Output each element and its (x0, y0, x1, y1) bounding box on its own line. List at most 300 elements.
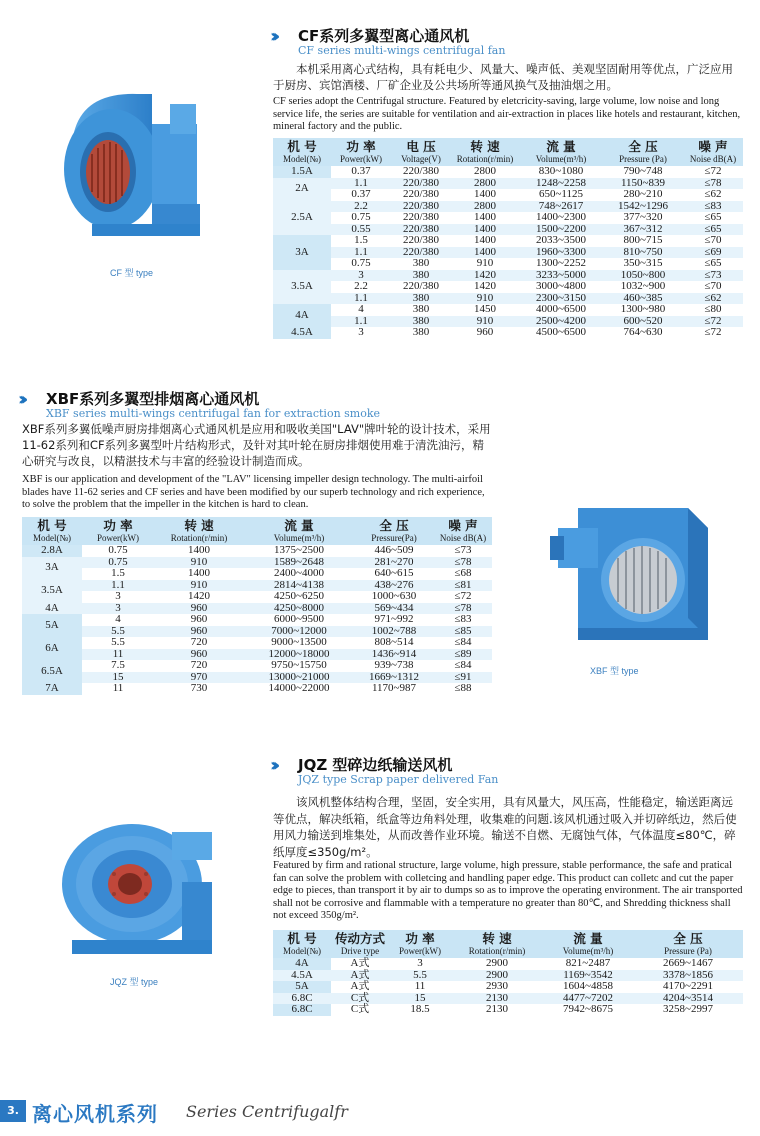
header-label-en: Volume(m³/h) (562, 946, 614, 956)
table-cell: A式 (350, 980, 370, 992)
table-cell: 380 (412, 303, 430, 315)
page-number: 3. (0, 1100, 26, 1122)
table-row (22, 568, 492, 580)
jqz-column-header (331, 930, 389, 958)
table-cell: ≤62 (704, 188, 722, 200)
table-cell: 1150~839 (603, 178, 683, 190)
table-cell: 960 (476, 326, 494, 338)
table-cell: 6.8C (273, 993, 331, 1005)
table-row (22, 591, 492, 603)
header-label-cn: 流 量 (546, 139, 576, 154)
table-cell: 1300~2252 (536, 257, 586, 269)
table-cell: 12000~18000 (244, 649, 354, 661)
cf-fan-image (52, 84, 212, 254)
table-cell: ≤68 (454, 567, 472, 579)
jqz-description-en: Featured by firm and rational structure, large volume, high pressure, stable performance, the safe and pratical fan can solve the problem with colletcing and handling paper edge. This product can colletc and cut the paper edge to pieces, than transport it by air to dumps so as to improve the operating environment. The air transported shall not be corrosive and flammable with a temperature no greater than 80℃, and Shredding thickness shall not exceed 350g/m². (273, 860, 743, 921)
table-cell: 1400 (451, 224, 519, 236)
table-cell: C式 (331, 993, 389, 1005)
model-cell: 7A (22, 683, 82, 695)
table-row (273, 304, 743, 316)
footer-bar (0, 1096, 760, 1126)
table-cell: 0.75 (351, 257, 371, 269)
table-row (22, 545, 492, 557)
table-cell: ≤81 (434, 580, 492, 592)
table-cell: 1400~2300 (536, 211, 586, 223)
header-label-cn: 机 号 (287, 931, 317, 946)
table-cell: 1248~2258 (519, 178, 603, 190)
table-cell: 1.1 (331, 178, 391, 190)
table-cell: 6.8C (273, 1004, 331, 1016)
table-cell: 3 (358, 326, 364, 338)
table-cell: 1500~2200 (519, 224, 603, 236)
model-cell: 3.5A (273, 270, 331, 305)
table-cell: 960 (154, 603, 244, 615)
header-label-en: Drive type (340, 946, 380, 956)
cf-column-header (273, 138, 331, 166)
table-cell: 569~434 (354, 603, 434, 615)
table-cell: 220/380 (402, 211, 440, 223)
table-cell: 7000~12000 (244, 626, 354, 638)
table-cell: 220/380 (391, 224, 451, 236)
header-label-en: Model(№) (32, 533, 72, 543)
xbf-column-header (22, 517, 82, 545)
header-label-cn: 转 速 (184, 518, 214, 533)
table-cell: 764~630 (623, 326, 663, 338)
table-cell: 380 (391, 316, 451, 328)
header-label-cn: 传动方式 (334, 931, 385, 946)
table-row (273, 1004, 743, 1016)
header-label-cn: 噪 声 (448, 518, 478, 533)
table-cell: 446~509 (374, 544, 414, 556)
table-cell: 970 (154, 672, 244, 684)
header-label-en: Model(№) (282, 946, 322, 956)
table-cell: ≤91 (434, 672, 492, 684)
table-row (273, 212, 743, 224)
table-cell: ≤65 (704, 257, 722, 269)
table-cell: 2130 (486, 1003, 508, 1015)
table-row (22, 683, 492, 695)
xbf-image-caption: XBF 型 type (590, 666, 639, 676)
cf-column-header (451, 138, 519, 166)
xbf-column-header (154, 517, 244, 545)
table-cell: 11 (414, 980, 426, 992)
header-label-cn: 机 号 (37, 518, 67, 533)
xbf-column-header (244, 517, 354, 545)
table-cell: 5.5 (111, 636, 125, 648)
model-cell: 1.5A (273, 166, 331, 178)
header-label-en: Noise dB(A) (689, 154, 737, 164)
table-cell: 3233~5000 (519, 270, 603, 282)
table-cell: 960 (154, 649, 244, 661)
table-cell: 720 (190, 659, 208, 671)
table-cell: 1604~4858 (563, 980, 613, 992)
table-cell: 1400 (474, 234, 496, 246)
table-cell: 1.1 (331, 247, 391, 259)
table-cell: 4477~7202 (543, 993, 633, 1005)
header-label-en: Voltage(V) (401, 154, 441, 164)
table-cell: 4.5A (273, 970, 331, 982)
table-cell: 350~315 (623, 257, 663, 269)
table-cell: ≤78 (683, 178, 743, 190)
table-cell: 0.37 (351, 188, 371, 200)
table-cell: 4170~2291 (663, 980, 713, 992)
table-cell: 380 (391, 293, 451, 305)
table-cell: 2.2 (331, 201, 391, 213)
header-label-en: Pressure (Pa) (619, 154, 667, 164)
model-cell: 4.5A (273, 327, 331, 339)
table-cell: 810~750 (603, 247, 683, 259)
table-cell: ≤84 (454, 636, 472, 648)
model-cell: 3A (22, 557, 82, 580)
table-row (22, 580, 492, 592)
table-cell: 18.5 (410, 1003, 430, 1015)
table-row (273, 281, 743, 293)
table-cell: 1420 (474, 280, 496, 292)
table-cell: 220/380 (391, 201, 451, 213)
table-cell: ≤83 (454, 613, 472, 625)
table-row (273, 258, 743, 270)
table-row (22, 626, 492, 638)
table-cell: 7942~8675 (563, 1003, 613, 1015)
header-label-en: Model(№) (282, 154, 322, 164)
table-cell: 220/380 (391, 247, 451, 259)
table-cell: 380 (412, 257, 430, 269)
table-row (273, 270, 743, 282)
table-cell: 2800 (451, 178, 519, 190)
table-cell: 720 (190, 636, 208, 648)
table-row (273, 247, 743, 259)
table-cell: 0.37 (351, 165, 371, 177)
table-cell: 1420 (188, 590, 210, 602)
table-cell: 939~738 (374, 659, 414, 671)
header-label-en: Rotation(r/min) (456, 154, 514, 164)
table-cell: ≤73 (454, 544, 472, 556)
table-cell: 9000~13500 (271, 636, 327, 648)
table-cell: ≤85 (434, 626, 492, 638)
model-cell: 2A (273, 178, 331, 201)
table-cell: 1.1 (82, 580, 154, 592)
table-row (22, 557, 492, 569)
table-cell: ≤62 (683, 293, 743, 305)
table-row (22, 637, 492, 649)
table-cell: 220/380 (402, 280, 440, 292)
table-cell: 1400 (474, 188, 496, 200)
table-cell: 377~320 (623, 211, 663, 223)
table-cell: 910 (476, 257, 494, 269)
table-cell: ≤89 (434, 649, 492, 661)
table-row (22, 672, 492, 684)
table-cell: ≤70 (704, 234, 722, 246)
xbf-description-en: XBF is our application and development of the "LAV" licensing impeller design technology. The multi-airfoil blades have 11-62 series and CF series and have been modified by our superb technology and rich experience, to solve the problem that the impeller in the kitchen is hard to clean. (22, 474, 485, 510)
table-row (273, 166, 743, 178)
xbf-spec-table (22, 517, 492, 695)
table-row (273, 293, 743, 305)
table-cell: 11 (112, 682, 124, 694)
table-cell: 7.5 (111, 659, 125, 671)
header-label-cn: 转 速 (470, 139, 500, 154)
table-cell: ≤83 (683, 201, 743, 213)
cf-subtitle: CF series multi-wings centrifugal fan (298, 44, 506, 57)
table-cell: 2130 (451, 993, 543, 1005)
model-cell: 2.8A (22, 545, 82, 557)
header-label-en: Volume(m³/h) (273, 533, 325, 543)
table-cell: 4A (273, 958, 331, 970)
table-cell: 600~520 (603, 316, 683, 328)
table-cell: 1960~3300 (519, 247, 603, 259)
table-row (273, 316, 743, 328)
table-cell: 4204~3514 (633, 993, 743, 1005)
table-row (22, 660, 492, 672)
table-row (273, 235, 743, 247)
table-cell: 281~270 (354, 557, 434, 569)
table-cell: 220/380 (402, 188, 440, 200)
table-cell: ≤73 (683, 270, 743, 282)
table-cell: ≤69 (683, 247, 743, 259)
jqz-column-header (633, 930, 743, 958)
table-cell: 15 (389, 993, 451, 1005)
jqz-column-header (273, 930, 331, 958)
table-row (22, 614, 492, 626)
jqz-column-header (543, 930, 633, 958)
table-cell: 808~514 (374, 636, 414, 648)
table-row (273, 958, 743, 970)
cf-description-en: CF series adopt the Centrifugal structure. Featured by eletcricity-saving, large volume, low noise and long service life, the series are suitable for ventilation and air-extraction in places like hotels and restaurant, kitchen, mineral factory and the public. (273, 96, 741, 132)
table-cell: ≤80 (704, 303, 722, 315)
header-label-en: Power(kW) (97, 533, 139, 543)
cf-column-header (603, 138, 683, 166)
table-cell: ≤84 (454, 659, 472, 671)
table-row (273, 178, 743, 190)
header-label-cn: 全 压 (673, 931, 703, 946)
header-label-cn: 电 压 (406, 139, 436, 154)
table-cell: 15 (82, 672, 154, 684)
table-cell: 960 (190, 613, 208, 625)
table-cell: 3 (115, 590, 121, 602)
cf-column-header (519, 138, 603, 166)
jqz-fan-image (52, 812, 227, 972)
xbf-description-cn: XBF系列多翼低噪声厨房排烟离心式通风机是应用和吸收美国"LAV"牌叶轮的设计技术，采用11-62系列和CF系列多翼型叶片结构形式，及针对其叶轮在厨房排烟使用难于清洗油污，精心研究与改良，以精湛技术与丰富的经验设计制造而成。 (22, 422, 491, 468)
table-cell: 1669~1312 (354, 672, 434, 684)
table-row (273, 189, 743, 201)
table-cell: 650~1125 (538, 188, 584, 200)
table-cell: 3000~4800 (536, 280, 586, 292)
table-cell: ≤72 (454, 590, 472, 602)
table-cell: ≤78 (434, 557, 492, 569)
table-cell: A式 (350, 957, 370, 969)
table-cell: 5.5 (389, 970, 451, 982)
table-cell: 220/380 (402, 234, 440, 246)
table-cell: 280~210 (623, 188, 663, 200)
table-cell: 790~748 (623, 165, 663, 177)
cf-column-header (331, 138, 391, 166)
footer-series-cn: 离心风机系列 (32, 1102, 158, 1126)
table-cell: 2669~1467 (663, 957, 713, 969)
table-cell: ≤78 (434, 603, 492, 615)
footer-series-en: Series Centrifugalfr (186, 1102, 348, 1121)
table-row (22, 649, 492, 661)
table-cell: 1400 (188, 567, 210, 579)
table-cell: 3 (331, 270, 391, 282)
table-cell: 2400~4000 (274, 567, 324, 579)
xbf-column-header (354, 517, 434, 545)
model-cell: 3.5A (22, 580, 82, 603)
table-cell: 2.2 (354, 280, 368, 292)
table-cell: 2033~3500 (536, 234, 586, 246)
jqz-image-caption: JQZ 型 type (110, 977, 159, 987)
jqz-title: JQZ 型碎边纸输送风机 (298, 756, 453, 774)
jqz-description-cn: 该风机整体结构合理，坚固，安全实用，具有风量大，风压高，性能稳定，输送距离远等优点，解决纸箱，纸盒等边角料处理，收集难的问题.该风机通过吸入并切碎纸边，然后使用风力输送到堆集处，从而改善作业环境。输送不自燃、无腐蚀气体，气体温度≤80℃，碎纸厚度≤350g/m²。 (273, 795, 737, 859)
table-cell: 0.75 (108, 544, 128, 556)
table-cell: 2814~4138 (244, 580, 354, 592)
table-cell: 220/380 (391, 178, 451, 190)
table-cell: 380 (412, 326, 430, 338)
table-cell: 380 (391, 270, 451, 282)
table-cell: 1170~987 (371, 682, 417, 694)
header-label-cn: 噪 声 (698, 139, 728, 154)
table-row (273, 224, 743, 236)
model-cell: 6A (22, 637, 82, 660)
table-cell: 9750~15750 (271, 659, 327, 671)
table-cell: 640~615 (374, 567, 414, 579)
table-cell: ≤72 (704, 326, 722, 338)
header-label-cn: 功 率 (405, 931, 435, 946)
table-cell: 2300~3150 (519, 293, 603, 305)
cf-column-header (683, 138, 743, 166)
header-label-cn: 转 速 (482, 931, 512, 946)
table-cell: 1436~914 (354, 649, 434, 661)
model-cell: 4A (273, 304, 331, 327)
table-cell: 4250~6250 (274, 590, 324, 602)
xbf-fan-image (538, 488, 728, 648)
table-cell: 971~992 (374, 613, 414, 625)
xbf-column-header (82, 517, 154, 545)
table-cell: 4250~8000 (244, 603, 354, 615)
cf-column-header (391, 138, 451, 166)
header-label-en: Pressure (Pa) (664, 946, 712, 956)
table-cell: 1542~1296 (603, 201, 683, 213)
table-cell: 1000~630 (371, 590, 417, 602)
jqz-column-header (389, 930, 451, 958)
table-row (273, 981, 743, 993)
header-label-en: Power(kW) (340, 154, 382, 164)
cf-spec-table (273, 138, 743, 339)
table-cell: 367~312 (603, 224, 683, 236)
header-label-en: Power(kW) (399, 946, 441, 956)
table-cell: 821~2487 (565, 957, 611, 969)
table-cell: 5A (273, 981, 331, 993)
model-cell: 5A (22, 614, 82, 637)
table-cell: 1.1 (331, 293, 391, 305)
table-cell: 2930 (486, 980, 508, 992)
header-label-en: Noise dB(A) (439, 533, 487, 543)
chevron-icon: ››› (18, 389, 23, 410)
table-cell: 910 (451, 316, 519, 328)
table-cell: ≤65 (683, 224, 743, 236)
table-cell: 4 (115, 613, 121, 625)
table-cell: 3378~1856 (633, 970, 743, 982)
table-cell: 1050~800 (603, 270, 683, 282)
table-cell: 6000~9500 (274, 613, 324, 625)
header-label-cn: 功 率 (346, 139, 376, 154)
table-cell: 14000~22000 (268, 682, 330, 694)
table-cell: 4500~6500 (536, 326, 586, 338)
header-label-cn: 机 号 (287, 139, 317, 154)
table-cell: ≤72 (683, 316, 743, 328)
table-cell: 910 (154, 557, 244, 569)
table-cell: 3258~2997 (663, 1003, 713, 1015)
table-cell: 830~1080 (538, 165, 584, 177)
table-cell: 2900 (486, 957, 508, 969)
table-cell: 1300~980 (620, 303, 666, 315)
table-cell: 220/380 (402, 165, 440, 177)
table-cell: 2900 (451, 970, 543, 982)
table-cell: 2800 (474, 165, 496, 177)
table-cell: 1450 (474, 303, 496, 315)
table-cell: 1032~900 (620, 280, 666, 292)
table-cell: 13000~21000 (244, 672, 354, 684)
table-cell: 4000~6500 (536, 303, 586, 315)
xbf-column-header (434, 517, 492, 545)
table-cell: 0.75 (351, 211, 371, 223)
table-cell: 1002~788 (354, 626, 434, 638)
chevron-icon: ››› (270, 26, 275, 47)
table-cell: 2500~4200 (519, 316, 603, 328)
xbf-title: XBF系列多翼型排烟离心通风机 (46, 390, 260, 408)
table-row (273, 201, 743, 213)
table-cell: ≤65 (704, 211, 722, 223)
table-cell: 0.75 (82, 557, 154, 569)
header-label-en: Pressure(Pa) (371, 533, 417, 543)
table-cell: 3 (417, 957, 423, 969)
table-cell: ≤72 (704, 165, 722, 177)
table-row (22, 603, 492, 615)
model-cell: 3A (273, 235, 331, 270)
jqz-subtitle: JQZ type Scrap paper delivered Fan (298, 773, 499, 786)
table-row (273, 327, 743, 339)
table-cell: 800~715 (623, 234, 663, 246)
xbf-subtitle: XBF series multi-wings centrifugal fan for extraction smoke (46, 407, 381, 420)
table-cell: 748~2617 (519, 201, 603, 213)
table-cell: 11 (82, 649, 154, 661)
table-cell: 1.5 (354, 234, 368, 246)
table-cell: 460~385 (603, 293, 683, 305)
table-cell: 730 (190, 682, 208, 694)
header-label-cn: 全 压 (628, 139, 658, 154)
model-cell: 6.5A (22, 660, 82, 683)
table-cell: 1375~2500 (274, 544, 324, 556)
header-label-cn: 流 量 (284, 518, 314, 533)
table-cell: C式 (350, 1003, 370, 1015)
table-cell: 910 (154, 580, 244, 592)
model-cell: 4A (22, 603, 82, 615)
chevron-icon: ››› (270, 755, 275, 776)
table-cell: 1420 (451, 270, 519, 282)
table-cell: 1589~2648 (244, 557, 354, 569)
cf-title: CF系列多翼型离心通风机 (298, 27, 470, 45)
table-cell: A式 (331, 970, 389, 982)
model-cell: 2.5A (273, 201, 331, 236)
header-label-cn: 功 率 (103, 518, 133, 533)
cf-image-caption: CF 型 type (110, 268, 154, 278)
table-cell: 0.55 (331, 224, 391, 236)
table-cell: 2800 (451, 201, 519, 213)
table-cell: 438~276 (354, 580, 434, 592)
table-cell: 910 (451, 293, 519, 305)
table-cell: ≤88 (454, 682, 472, 694)
table-cell: 5.5 (82, 626, 154, 638)
table-cell: 4 (358, 303, 364, 315)
table-cell: 1400 (451, 247, 519, 259)
